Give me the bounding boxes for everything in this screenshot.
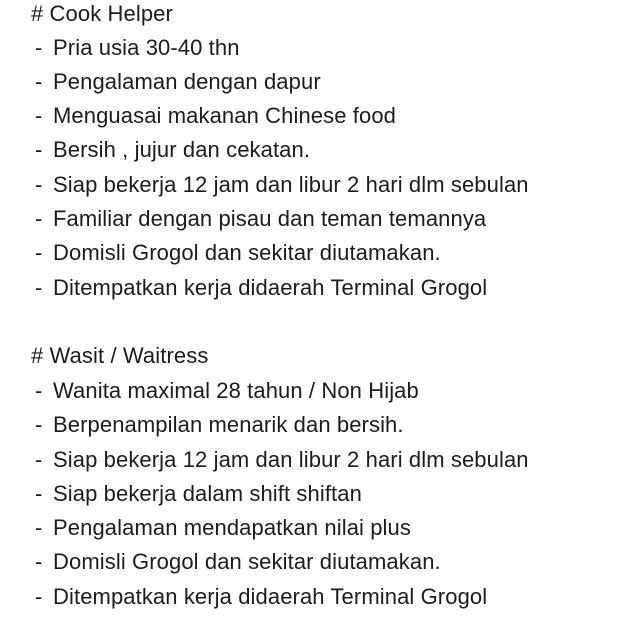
list-item [35,511,411,545]
list-item [35,271,487,305]
list-item [35,236,441,270]
list-item-text: Pengalaman mendapatkan nilai plus [53,515,411,540]
bullet-dash: - [35,515,43,540]
bullet-dash: - [35,412,43,437]
list-item-text: Ditempatkan kerja didaerah Terminal Grogol [53,275,488,300]
list-item [35,580,487,614]
bullet-dash: - [35,481,43,506]
list-item-text: Siap bekerja 12 jam dan libur 2 hari dlm sebulan [53,447,529,472]
list-item-text: Siap bekerja dalam shift shiftan [53,481,362,506]
list-item-text: Menguasai makanan Chinese food [53,103,397,128]
list-item [35,443,529,477]
bullet-dash: - [35,447,43,472]
bullet-dash: - [35,206,43,231]
bullet-dash: - [35,69,43,94]
list-item-text: Pengalaman dengan dapur [53,69,321,94]
list-item [35,202,486,236]
list-item [35,65,321,99]
list-item-text: Wanita maximal 28 tahun / Non Hijab [53,378,419,403]
list-item [35,374,419,408]
section-heading-cook-helper: # Cook Helper [31,1,173,26]
bullet-dash: - [35,103,43,128]
list-item [35,168,529,202]
bullet-dash: - [35,137,43,162]
list-item [35,477,362,511]
bullet-dash: - [35,240,43,265]
list-item-text: Siap bekerja 12 jam dan libur 2 hari dlm sebulan [53,172,529,197]
bullet-dash: - [35,378,43,403]
list-item [35,99,396,133]
bullet-dash: - [35,584,43,609]
list-item [35,31,240,65]
list-item-text: Domisli Grogol dan sekitar diutamakan. [53,549,441,574]
bullet-dash: - [35,549,43,574]
list-item-text: Ditempatkan kerja didaerah Terminal Grogol [53,584,488,609]
bullet-dash: - [35,275,43,300]
list-item [35,408,404,442]
list-item-text: Pria usia 30-40 thn [53,35,240,60]
list-item [35,133,310,167]
section-heading-waitress: # Wasit / Waitress [31,343,209,368]
bullet-dash: - [35,172,43,197]
bullet-dash: - [35,35,43,60]
list-item-text: Domisli Grogol dan sekitar diutamakan. [53,240,441,265]
list-item-text: Bersih , jujur dan cekatan. [53,137,311,162]
list-item-text: Berpenampilan menarik dan bersih. [53,412,404,437]
list-item-text: Familiar dengan pisau dan teman temannya [53,206,487,231]
list-item [35,545,441,579]
